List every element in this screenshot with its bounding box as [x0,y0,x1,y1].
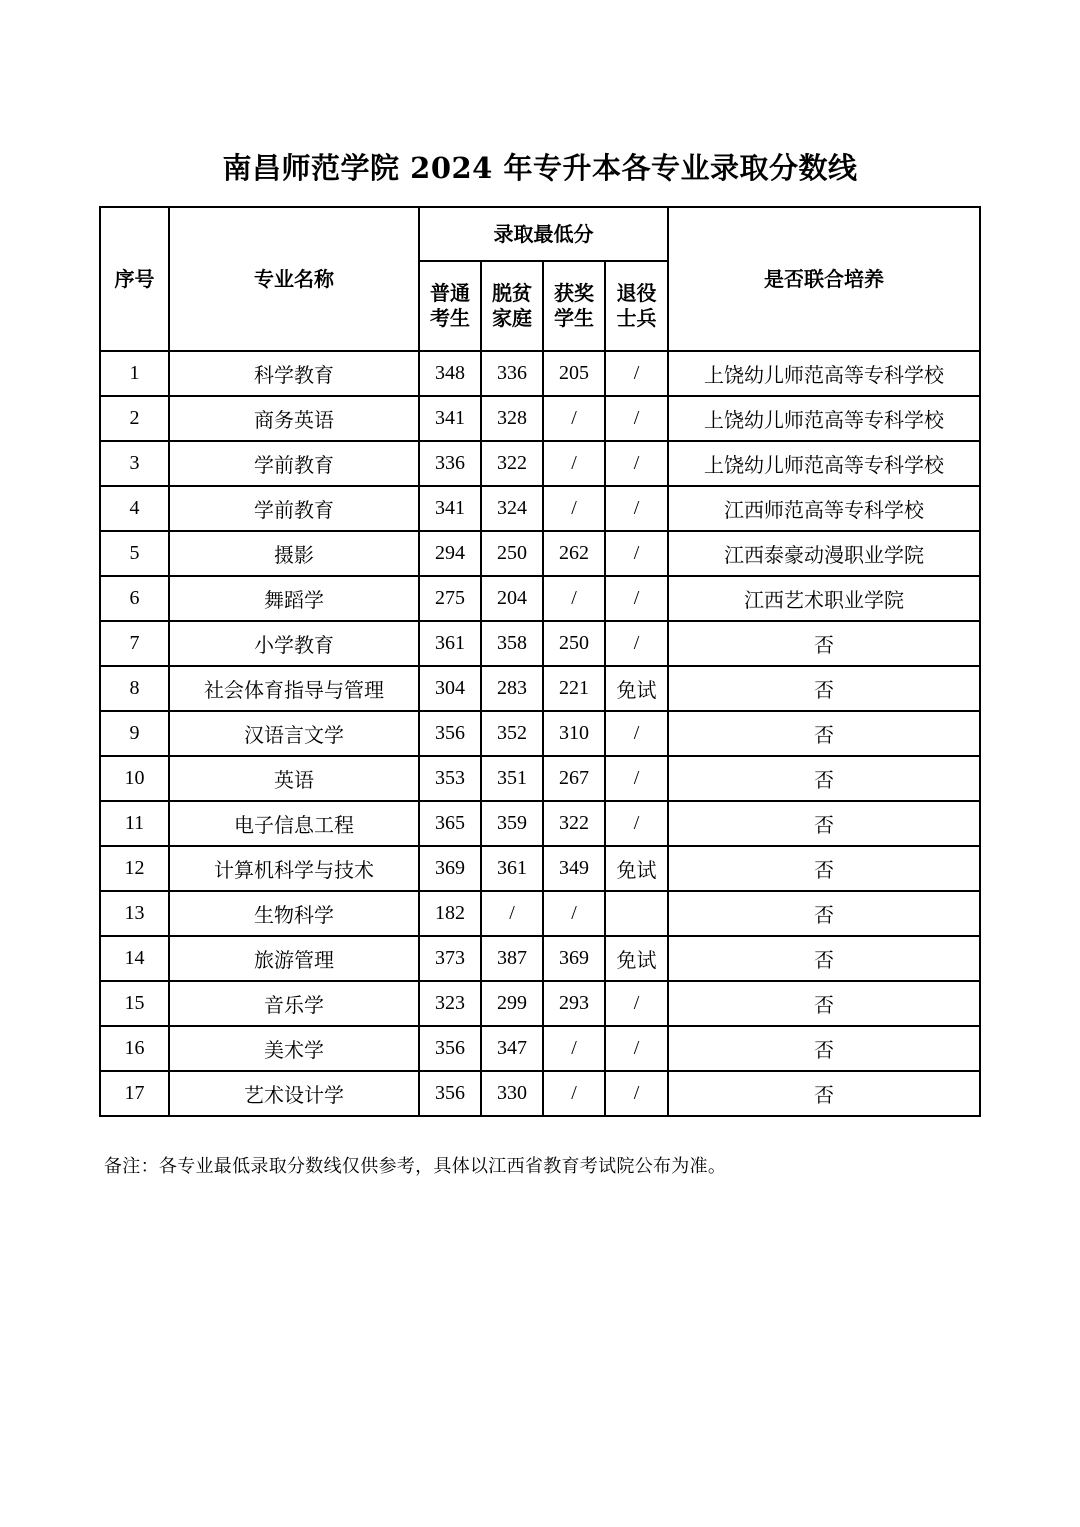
admission-score-table [99,206,981,1117]
cell-joint: 江西艺术职业学院 [668,576,980,621]
cell-veteran [605,891,668,936]
footnote: 备注：各专业最低录取分数线仅供参考，具体以江西省教育考试院公布为准。 [104,1156,727,1177]
cell-award: 310 [543,711,605,756]
cell-regular: 336 [419,441,481,486]
cell-poverty: 361 [481,846,543,891]
cell-seq: 4 [100,486,169,531]
table-row [100,666,980,711]
cell-poverty: 328 [481,396,543,441]
cell-regular: 356 [419,711,481,756]
table-row [100,486,980,531]
cell-veteran: / [605,1071,668,1116]
cell-poverty: 351 [481,756,543,801]
cell-seq: 11 [100,801,169,846]
page-title: 南昌师范学院 2024 年专升本各专业录取分数线 [222,151,858,185]
table-row [100,981,980,1026]
cell-award: 349 [543,846,605,891]
cell-regular: 356 [419,1026,481,1071]
cell-regular: 182 [419,891,481,936]
cell-regular: 365 [419,801,481,846]
cell-regular: 348 [419,351,481,396]
cell-joint: 否 [668,801,980,846]
cell-veteran: 免试 [605,846,668,891]
cell-major: 艺术设计学 [169,1071,419,1116]
cell-award: 205 [543,351,605,396]
cell-poverty: 330 [481,1071,543,1116]
cell-award: / [543,396,605,441]
cell-major: 小学教育 [169,621,419,666]
cell-veteran: / [605,351,668,396]
table-row [100,576,980,621]
cell-major: 社会体育指导与管理 [169,666,419,711]
cell-veteran: / [605,981,668,1026]
cell-award: / [543,891,605,936]
cell-joint: 否 [668,891,980,936]
cell-major: 音乐学 [169,981,419,1026]
cell-award: / [543,441,605,486]
table-row [100,531,980,576]
header-poverty: 脱贫家庭 [481,261,543,351]
header-veteran: 退役士兵 [605,261,668,351]
header-award: 获奖学生 [543,261,605,351]
cell-regular: 341 [419,396,481,441]
table-row [100,891,980,936]
cell-award: 250 [543,621,605,666]
cell-veteran: / [605,396,668,441]
cell-joint: 否 [668,1026,980,1071]
cell-veteran: 免试 [605,936,668,981]
cell-veteran: / [605,621,668,666]
cell-seq: 7 [100,621,169,666]
cell-seq: 9 [100,711,169,756]
cell-veteran: / [605,486,668,531]
cell-joint: 否 [668,846,980,891]
cell-poverty: 204 [481,576,543,621]
cell-seq: 13 [100,891,169,936]
cell-poverty: / [481,891,543,936]
cell-award: 262 [543,531,605,576]
cell-award: 322 [543,801,605,846]
cell-regular: 369 [419,846,481,891]
cell-major: 舞蹈学 [169,576,419,621]
cell-veteran: / [605,711,668,756]
table-row [100,1071,980,1116]
cell-seq: 16 [100,1026,169,1071]
cell-award: 221 [543,666,605,711]
cell-award: / [543,576,605,621]
cell-major: 摄影 [169,531,419,576]
header-min-score-group: 录取最低分 [419,207,668,261]
cell-poverty: 283 [481,666,543,711]
header-regular: 普通考生 [419,261,481,351]
cell-regular: 294 [419,531,481,576]
header-joint: 是否联合培养 [668,207,980,351]
cell-joint: 上饶幼儿师范高等专科学校 [668,441,980,486]
cell-seq: 12 [100,846,169,891]
table-row [100,846,980,891]
cell-poverty: 352 [481,711,543,756]
cell-veteran: 免试 [605,666,668,711]
cell-major: 生物科学 [169,891,419,936]
cell-veteran: / [605,576,668,621]
cell-regular: 275 [419,576,481,621]
table-row [100,351,980,396]
cell-major: 学前教育 [169,441,419,486]
cell-major: 商务英语 [169,396,419,441]
cell-award: 293 [543,981,605,1026]
cell-seq: 15 [100,981,169,1026]
cell-award: 267 [543,756,605,801]
cell-regular: 356 [419,1071,481,1116]
cell-joint: 否 [668,756,980,801]
table-body [100,351,980,1116]
cell-seq: 1 [100,351,169,396]
cell-award: / [543,1026,605,1071]
cell-joint: 否 [668,1071,980,1116]
cell-seq: 8 [100,666,169,711]
cell-major: 计算机科学与技术 [169,846,419,891]
cell-major: 美术学 [169,1026,419,1071]
header-seq: 序号 [100,207,169,351]
table-row [100,756,980,801]
cell-poverty: 322 [481,441,543,486]
cell-joint: 上饶幼儿师范高等专科学校 [668,396,980,441]
cell-major: 电子信息工程 [169,801,419,846]
cell-regular: 361 [419,621,481,666]
cell-joint: 上饶幼儿师范高等专科学校 [668,351,980,396]
cell-award: 369 [543,936,605,981]
table-row [100,621,980,666]
cell-major: 英语 [169,756,419,801]
cell-regular: 373 [419,936,481,981]
table-row [100,396,980,441]
cell-poverty: 359 [481,801,543,846]
cell-seq: 3 [100,441,169,486]
cell-poverty: 336 [481,351,543,396]
cell-regular: 304 [419,666,481,711]
cell-regular: 353 [419,756,481,801]
cell-veteran: / [605,1026,668,1071]
cell-joint: 江西师范高等专科学校 [668,486,980,531]
cell-poverty: 387 [481,936,543,981]
cell-major: 旅游管理 [169,936,419,981]
cell-poverty: 347 [481,1026,543,1071]
cell-major: 汉语言文学 [169,711,419,756]
table-row [100,1026,980,1071]
cell-poverty: 324 [481,486,543,531]
cell-major: 学前教育 [169,486,419,531]
cell-veteran: / [605,531,668,576]
table-row [100,936,980,981]
cell-veteran: / [605,441,668,486]
cell-award: / [543,486,605,531]
cell-seq: 6 [100,576,169,621]
cell-poverty: 250 [481,531,543,576]
cell-joint: 否 [668,711,980,756]
table-row [100,801,980,846]
cell-seq: 14 [100,936,169,981]
cell-joint: 江西泰豪动漫职业学院 [668,531,980,576]
cell-seq: 2 [100,396,169,441]
cell-joint: 否 [668,666,980,711]
table-row [100,711,980,756]
cell-award: / [543,1071,605,1116]
cell-seq: 10 [100,756,169,801]
cell-poverty: 358 [481,621,543,666]
header-major: 专业名称 [169,207,419,351]
table-row [100,441,980,486]
cell-regular: 323 [419,981,481,1026]
cell-joint: 否 [668,621,980,666]
cell-poverty: 299 [481,981,543,1026]
cell-joint: 否 [668,936,980,981]
cell-joint: 否 [668,981,980,1026]
cell-seq: 17 [100,1071,169,1116]
cell-veteran: / [605,756,668,801]
cell-veteran: / [605,801,668,846]
cell-regular: 341 [419,486,481,531]
cell-major: 科学教育 [169,351,419,396]
cell-seq: 5 [100,531,169,576]
